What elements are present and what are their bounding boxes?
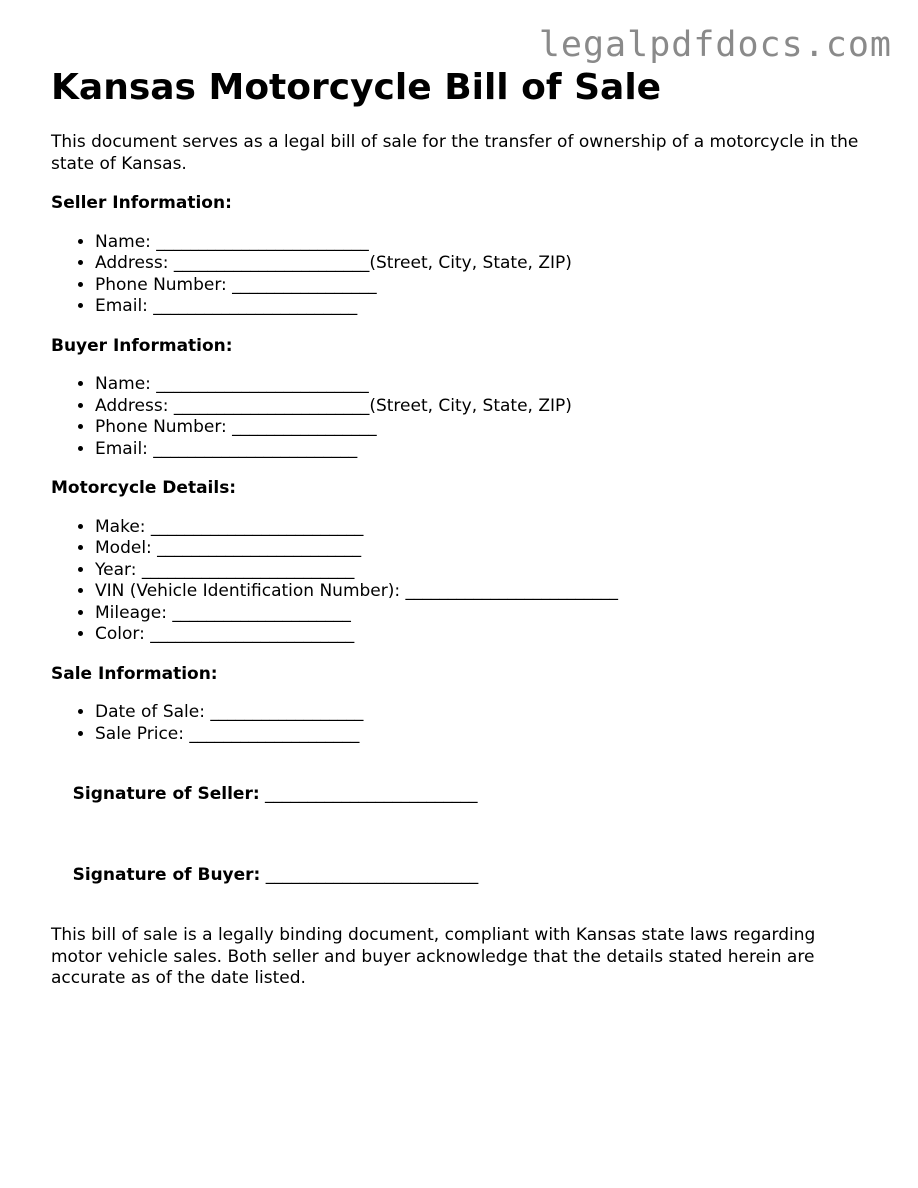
buyer-signature-blank: _________________________ bbox=[260, 865, 479, 885]
motorcycle-year-field: • Year: _________________________ bbox=[95, 560, 871, 582]
motorcycle-model-field: • Model: ________________________ bbox=[95, 538, 871, 560]
motorcycle-make-field: • Make: _________________________ bbox=[95, 517, 871, 539]
buyer-email-field: • Email: ________________________ bbox=[95, 439, 871, 461]
seller-email-field: • Email: ________________________ bbox=[95, 296, 871, 318]
document-body bbox=[51, 66, 871, 990]
motorcycle-color-field: • Color: ________________________ bbox=[95, 624, 871, 646]
sale-fields-list bbox=[51, 702, 871, 745]
seller-section-heading: Seller Information: bbox=[51, 193, 232, 213]
page-title: Kansas Motorcycle Bill of Sale bbox=[51, 67, 662, 108]
buyer-phone-field: • Phone Number: _________________ bbox=[95, 417, 871, 439]
buyer-fields-list bbox=[51, 374, 871, 460]
seller-signature-line bbox=[51, 762, 871, 827]
buyer-name-field: • Name: _________________________ bbox=[95, 374, 871, 396]
seller-name-field: • Name: _________________________ bbox=[95, 232, 871, 254]
closing-paragraph: This bill of sale is a legally binding document, compliant with Kansas state laws regarding motor vehicle sales. Both seller and buyer acknowledge that the details stated herein are accurate as of the date listed. bbox=[51, 925, 816, 988]
buyer-signature-label: Signature of Buyer: bbox=[72, 865, 261, 885]
motorcycle-mileage-field: • Mileage: _____________________ bbox=[95, 603, 871, 625]
buyer-signature-line bbox=[51, 844, 871, 909]
motorcycle-fields-list bbox=[51, 517, 871, 646]
sale-price-field: • Sale Price: ____________________ bbox=[95, 724, 871, 746]
watermark-logo: legalpdfdocs.com bbox=[538, 25, 892, 65]
motorcycle-vin-field: • VIN (Vehicle Identification Number): _________________________ bbox=[95, 581, 871, 603]
buyer-section-heading: Buyer Information: bbox=[51, 335, 233, 356]
intro-paragraph: This document serves as a legal bill of sale for the transfer of ownership of a motorcycle in the state of Kansas. bbox=[51, 132, 859, 174]
sale-section-heading: Sale Information: bbox=[51, 663, 218, 684]
seller-address-field: • Address: _______________________(Street, City, State, ZIP) bbox=[95, 253, 871, 275]
motorcycle-section-heading: Motorcycle Details: bbox=[51, 478, 237, 498]
seller-fields-list bbox=[51, 232, 871, 318]
seller-phone-field: • Phone Number: _________________ bbox=[95, 275, 871, 297]
sale-date-field: • Date of Sale: __________________ bbox=[95, 702, 871, 724]
seller-signature-label: Signature of Seller: bbox=[72, 783, 260, 804]
seller-signature-blank: _________________________ bbox=[259, 783, 478, 804]
buyer-address-field: • Address: _______________________(Street, City, State, ZIP) bbox=[95, 396, 871, 418]
